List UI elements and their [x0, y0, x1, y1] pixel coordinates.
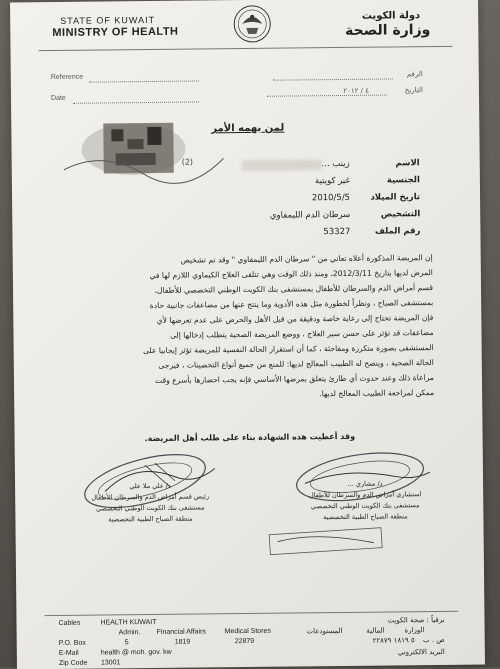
signature-line: منطقة الصباح الطبية التخصصية [323, 512, 408, 522]
body-line: فإن المريضة تحتاج إلى رعاية خاصة ودقيقة من قبل الأهل والحرص على عدم تعرضها لأي [156, 313, 434, 325]
signature-line: د/ مشاري ... [347, 479, 383, 488]
footer-col-medical: Medical Stores [224, 627, 271, 636]
field-value-nationality: غير كويتية [314, 175, 350, 187]
date-line-ar [267, 95, 387, 97]
footer-pobox-fin: 1819 [174, 638, 191, 646]
field-label-name: الاسم [395, 158, 420, 169]
reference-label-ar: الرقم [406, 70, 423, 79]
signature-line: استشاري أمراض الدم والسرطان للأطفال [308, 490, 422, 500]
footer-col-admin: Admin. [118, 629, 141, 637]
header-state-ar: دولة الكويت [361, 10, 421, 22]
reference-line-ar [273, 78, 393, 80]
signature-line: مستشفى بنك الكويت الوطني التخصصي [96, 503, 205, 513]
kuwait-emblem-icon [232, 4, 272, 44]
date-value-ar: ٤ / ٢٠١٢ [343, 86, 369, 95]
signature-line: مستشفى بنك الكويت الوطني التخصصي [310, 501, 420, 511]
date-label-ar: التاريخ [404, 86, 423, 95]
redacted-stamp-image [63, 118, 224, 190]
document-title: لمن يهمه الأمر [211, 122, 285, 135]
svg-text:(2): (2) [181, 157, 194, 167]
body-line: إن المريضة المذكورة أعلاه تعاني من " سرطان الدم الليمفاوي " وقد تم تشخيص [180, 253, 433, 265]
footer-pobox-label: P.O. Box [58, 639, 86, 647]
field-value-dob: 2010/5/5 [311, 192, 351, 204]
field-value-file-number: 53327 [323, 226, 351, 238]
body-line: بمستشفى الصباح ، ونظراً لخطورة مثل هذه الأدوية وما ينتج عنها من مضاعفات جانبية حادة [149, 298, 434, 311]
left-signature-block [65, 480, 235, 526]
field-label-diagnosis: التشخيص [380, 209, 421, 220]
signature-line: رئيس قسم أمراض الدم والسرطان للأطفال [91, 492, 210, 502]
bottom-stamp-icon [266, 527, 386, 556]
reference-line-en [89, 80, 199, 82]
body-line: المرض لديها بتاريخ 2012/3/11، ومنذ ذلك الوقت وهي تتلقى العلاج الكيماوي اللازم لها في [149, 268, 433, 281]
footer-cables-value: HEALTH KUWAIT [100, 618, 157, 627]
footer-col2-ar: المالية [366, 626, 385, 635]
footer-pobox-admin: 5 [124, 639, 129, 647]
header-ministry-en: MINISTRY OF HEALTH [52, 25, 179, 40]
footer-col1-ar: الوزارة [404, 626, 425, 635]
field-value-name: زينب ... [321, 158, 350, 170]
field-label-file-number: رقم الملف [374, 226, 421, 237]
footer-cables-ar: برقياً : صحة الكويت [387, 615, 445, 625]
redacted-name-blur [242, 159, 322, 171]
signature-line: د/ علي ملا علي [129, 481, 171, 491]
right-signature-block [280, 478, 450, 524]
date-line-en [73, 101, 199, 103]
reference-label-en: Reference [50, 73, 84, 82]
body-paragraph [73, 250, 435, 404]
signature-line: منطقة الصباح الطبية التخصصية [108, 514, 193, 524]
body-line: مراعاة ذلك وعند حدوث أي طارئ يتعلق بمرضها الأساسي فإنه يجب احضارها بأسرع وقت [155, 373, 435, 385]
field-value-diagnosis: سرطان الدم الليمفاوي [269, 209, 351, 221]
body-line: الحالة الصحية ، وينصح له الطبيب المعالج لديها: للمنع من جميع أنواع التحصينات ، فيرجى [158, 358, 434, 370]
footer-zip-value: 13001 [100, 659, 121, 667]
footer-email-ar: البريد الالكتروني [397, 647, 445, 657]
footer-pobox-med: 22879 [234, 637, 255, 646]
field-label-dob: تاريخ الميلاد [370, 192, 421, 203]
document-page [10, 0, 485, 669]
footer-zip-label: Zip Code [58, 659, 88, 667]
header-divider [39, 46, 453, 51]
closing-statement: وقد أعطيت هذه الشهادة بناء على طلب أهل المريضة. [144, 431, 356, 444]
body-line: ممكن لمراجعة الطبيب المعالج لديها. [319, 388, 435, 399]
date-label-en: Date [50, 94, 66, 103]
footer-col3-ar: المستودعات [306, 627, 343, 636]
footer-cables-label: Cables [58, 619, 81, 627]
body-line: قسم أمراض الدم والسرطان للأطفال بمستشفى بنك الكويت الوطني التخصصي للأطفال، [154, 283, 434, 295]
footer-email-label: E-Mail [58, 649, 79, 657]
header-state-en: STATE OF KUWAIT [60, 14, 156, 26]
body-line: مضاعفات قد تؤثر على حسن سير العلاج ، ووضع المريضة الصحية يتطلب إدخالها إلى [170, 328, 434, 340]
body-line: المستشفى بصورة متكررة ومفاجئة ، كما أن استقرار الحالة النفسية للمريضة تؤثر إيجابيا على [143, 343, 434, 356]
header-ministry-ar: وزارة الصحة [345, 22, 431, 39]
field-label-nationality: الجنسية [386, 175, 420, 186]
footer-email-value: health @ moh. gov. kw [100, 648, 172, 657]
footer-pobox-values-ar: ٥ ١٨١٩ ٢٢٨٧٩ [372, 636, 415, 645]
footer-pobox-ar: ص . ب [422, 635, 445, 645]
footer-col-financial: Financial Affairs [156, 628, 206, 636]
footer-divider [44, 611, 458, 616]
